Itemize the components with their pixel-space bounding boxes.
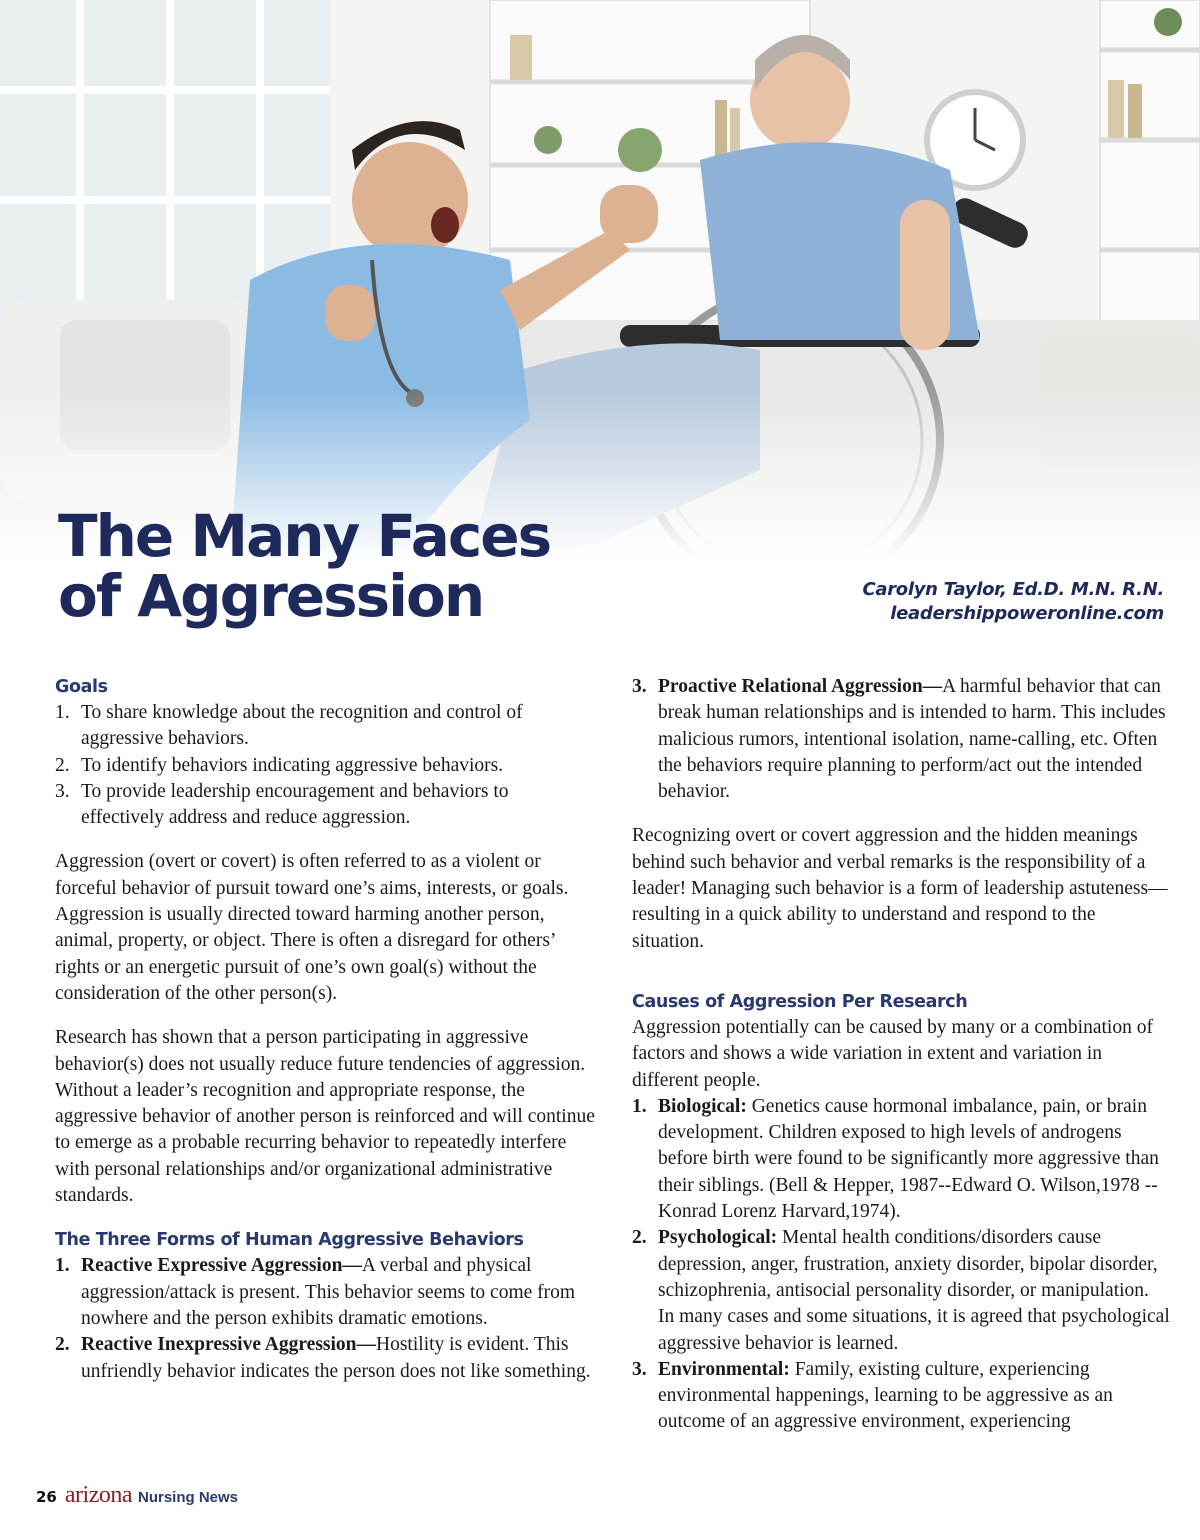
forms-list bbox=[55, 1253, 595, 1384]
article-title bbox=[58, 502, 551, 630]
list-item: 1. Reactive Expressive Aggression—A verbal and physical aggression/attack is present. This behavior seems to come from nowhere and the person exhibits dramatic emotions. bbox=[55, 1255, 576, 1329]
hero-photo bbox=[0, 0, 1200, 560]
paragraph-aggression-definition: Aggression (overt or covert) is often referred to as a violent or forceful behavior of pursuit toward one’s aims, interests, or goals. Aggression is usually directed toward harming another person, animal, property, or object. There is often a disregard for others’ rights or an energetic pursuit of one’s own goal(s) without the consideration of the other person(s). bbox=[55, 851, 569, 1004]
list-item: 2. To identify behaviors indicating aggressive behaviors. bbox=[55, 754, 504, 776]
article-byline bbox=[862, 578, 1164, 626]
goals-list bbox=[55, 700, 595, 831]
causes-list bbox=[632, 1094, 1170, 1436]
article-title-line-2: of Aggression bbox=[58, 562, 484, 630]
photo-nurse-patient-wheelchair-icon bbox=[0, 0, 1200, 560]
causes-heading: Causes of Aggression Per Research bbox=[632, 991, 968, 1012]
column-left bbox=[55, 674, 595, 1385]
author-website[interactable]: leadershippoweronline.com bbox=[890, 603, 1164, 624]
page-footer bbox=[36, 1482, 238, 1509]
author-name: Carolyn Taylor, Ed.D. M.N. R.N. bbox=[862, 579, 1164, 600]
causes-intro: Aggression potentially can be caused by many or a combination of factors and shows a wide variation in extent and variation in different people. bbox=[632, 1016, 1153, 1091]
paragraph-research: Research has shown that a person participating in aggressive behavior(s) does not usually reduce future tendencies of aggression. Without a leader’s recognition and appropriate response, the aggressive behavior of another person is reinforced and will continue to emerge as a probable recurring behavior to repeatedly interfere with personal relationships and/or organizational administrative standards. bbox=[55, 1027, 595, 1207]
list-item: 2. Psychological: Mental health conditions/disorders cause depression, anger, frustration, anxiety disorder, bipolar disorder, schizophrenia, antisocial personality disorder, or manipulation. In many cases and some situations, it is agreed that psychological aggressive behavior is learned. bbox=[632, 1227, 1170, 1354]
paragraph-leader-responsibility: Recognizing overt or covert aggression and the hidden meanings behind such behavior and verbal remarks is the responsibility of a leader! Managing such behavior is a form of leadership astuteness—resulting in a quick ability to understand and respond to the situation. bbox=[632, 825, 1168, 952]
list-item: 3. Environmental: Family, existing culture, experiencing environmental happenings, learning to be aggressive as an outcome of an aggressive environment, experiencing bbox=[632, 1358, 1113, 1433]
forms-list-continued bbox=[632, 674, 1170, 805]
list-item: 3. To provide leadership encouragement and behaviors to effectively address and reduce aggression. bbox=[55, 780, 509, 829]
goals-heading: Goals bbox=[55, 677, 108, 697]
list-item: 2. Reactive Inexpressive Aggression—Hostility is evident. This unfriendly behavior indicates the person does not like something. bbox=[55, 1334, 591, 1382]
list-item: 1. To share knowledge about the recognition and control of aggressive behaviors. bbox=[55, 702, 523, 750]
column-right bbox=[632, 674, 1170, 1436]
list-item: 3. Proactive Relational Aggression—A harmful behavior that can break human relationships and is intended to harm. This includes malicious rumors, intentional isolation, name-calling, etc. Often the behaviors require planning to perform/act out the intended behavior. bbox=[632, 676, 1166, 803]
page-number: 26 bbox=[36, 1488, 57, 1506]
list-item: 1. Biological: Genetics cause hormonal imbalance, pain, or brain development. Children exposed to high levels of androgens before birth were found to be significantly more aggressive than their siblings. (Bell & Hepper, 1987--Edward O. Wilson,1978 --Konrad Lorenz Harvard,1974). bbox=[632, 1095, 1159, 1223]
publication-name: Nursing News bbox=[138, 1489, 239, 1506]
article-title-line-1: The Many Faces bbox=[58, 502, 551, 570]
publication-brand: arizona bbox=[64, 1482, 132, 1508]
forms-heading: The Three Forms of Human Aggressive Behaviors bbox=[55, 1230, 524, 1251]
